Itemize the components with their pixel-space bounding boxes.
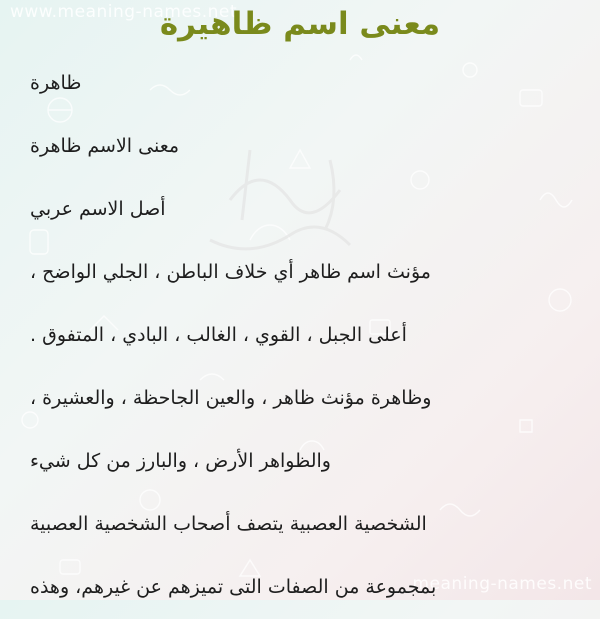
watermark-bottom: meaning-names.net [412,574,592,594]
page-title: معنى اسم ظاهيرة [159,6,441,42]
watermark-top: www.meaning-names.net [10,2,238,22]
text-line [30,367,510,430]
line-text: ظاهرة [30,72,82,94]
line-text: بمجموعة من الصفات التى تميزهم عن غيرهم، وهذه [30,576,437,598]
text-line [30,241,510,304]
line-text: والظواهر الأرض ، والبارز من كل شيء [30,450,331,472]
text-line [30,430,510,493]
line-text: أعلى الجبل ، القوي ، الغالب ، البادي ، المتفوق . [30,324,407,346]
text-line-meaning-heading [30,115,510,178]
meaning-text [30,52,510,619]
line-text: معنى الاسم ظاهرة [30,135,180,157]
text-line [30,304,510,367]
line-text: أصل الاسم عربي [30,198,166,220]
text-line [30,493,510,556]
text-line-origin [30,178,510,241]
line-text: وظاهرة مؤنث ظاهر ، والعين الجاحظة ، والعشيرة ، [30,387,432,409]
text-line [30,556,510,619]
text-line-name [30,52,510,115]
line-text: مؤنث اسم ظاهر أي خلاف الباطن ، الجلي الواضح ، [30,261,431,283]
line-text: الشخصية العصبية يتصف أصحاب الشخصية العصبية [30,513,427,535]
